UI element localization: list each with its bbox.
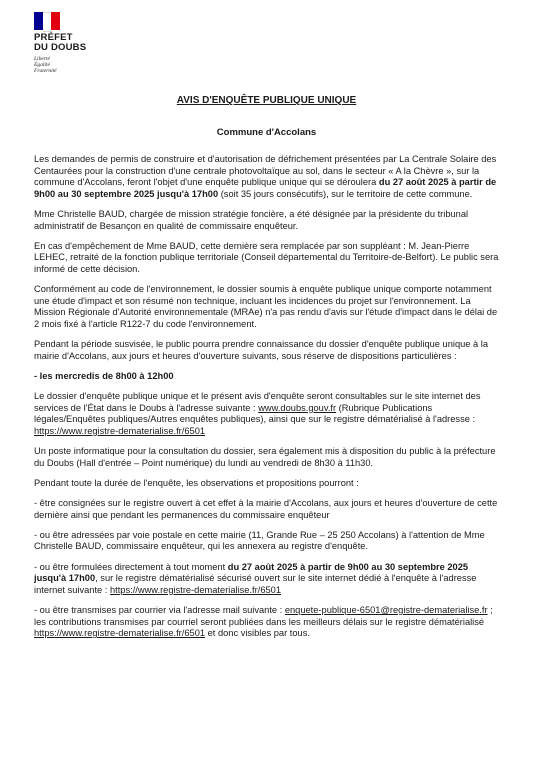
prefet-logo <box>34 12 94 74</box>
logo-line1: PRÉFET <box>34 32 73 43</box>
list-item: - ou être adressées par voie postale en cette mairie (11, Grande Rue – 25 250 Accolans) à l'attention de Mme Christelle BAUD, commissaire enquêteur, qui les annexera au registre d'enquête. <box>34 529 485 552</box>
list-item: - ou être formulées directement à tout moment du 27 août 2025 à partir de 9h00 au 30 septembre 2025 jusqu'à 17h00, sur le registre dématérialisé sécurisé ouvert sur le site internet dédié à l'enquête à l'adresse internet suivante : https://www.registre-dematerialise.fr/6501 <box>34 561 477 595</box>
paragraph-online: Le dossier d'enquête publique unique et le présent avis d'enquête seront consultables sur le site internet des services de l'État dans le Doubs à l'adresse suivante : www.doubs.gouv.fr (Rubrique Publications légales/Enquêtes publiques/Autres enquêtes publiques), ainsi que sur le registre dématérialisé à l'adresse : https://www.registre-dematerialise.fr/6501 <box>34 391 481 436</box>
paragraph-consultation: Pendant la période susvisée, le public pourra prendre connaissance du dossier d'enquête publique unique à la mairie d'Accolans, aux jours et heures d'ouverture suivants, sous réserve de dispositions particulières : <box>34 339 489 361</box>
link-email[interactable]: enquete-publique-6501@registre-dematerialise.fr <box>284 604 488 615</box>
logo-line2: DU DOUBS <box>34 42 87 53</box>
paragraph-computer: Un poste informatique pour la consultation du dossier, sera également mis à disposition du public à la préfecture du Doubs (Hall d'entrée – Point numérique) du lundi au vendredi de 8h30 à 11h30. <box>34 446 496 468</box>
marianne-flag-icon <box>34 12 60 30</box>
logo-motto: Liberté Égalité Fraternité <box>34 56 57 74</box>
page-title: AVIS D'ENQUÊTE PUBLIQUE UNIQUE <box>176 95 357 106</box>
paragraph-commissioner: Mme Christelle BAUD, chargée de mission stratégie foncière, a été désignée par la présidente du tribunal administratif de Besançon en qualité de commissaire enquêteur. <box>34 208 469 231</box>
paragraph-intro: Les demandes de permis de construire et d'autorisation de défrichement présentées par La Centrale Solaire des Centaurées pour la construction d'une centrale photovoltaïque au sol, dans le secteur « A la Chèvre », sur la commune d'Accolans, feront l'objet d'une enquête publique unique qui se déroulera du 27 août 2025 à partir de 9h00 au 30 septembre 2025 jusqu'à 17h00 (soit 35 jours consécutifs), sur le territoire de cette commune. <box>34 154 497 199</box>
link-doubs-gouv[interactable]: www.doubs.gouv.fr <box>258 402 337 413</box>
paragraph-observations: Pendant toute la durée de l'enquête, les observations et propositions pourront : <box>34 477 359 488</box>
notice-body <box>34 154 502 648</box>
paragraph-environment: Conformément au code de l'environnement, le dossier soumis à enquête publique unique comporte notamment une étude d'impact et son résumé non technique, incluant les incidences du projet sur l'environnement. La Mission Régionale d'Autorité environnementale (MRAe) n'a pas rendu d'avis sur l'étude d'impact dans le délai de 2 mois fixé à l'article R122-7 du code l'environnement. <box>34 284 498 329</box>
paragraph-substitute: En cas d'empêchement de Mme BAUD, cette dernière sera remplacée par son suppléant : M. Jean-Pierre LEHEC, retraité de la fonction publique territoriale (Conseil départemental du Territoire-de-Belfort). Le public sera informé de cette décision. <box>34 240 499 274</box>
page-subtitle: Commune d'Accolans <box>216 127 317 138</box>
schedule: - les mercredis de 8h00 à 12h00 <box>34 370 174 381</box>
list-item: - être consignées sur le registre ouvert à cet effet à la mairie d'Accolans, aux jours et heures d'ouverture de cette dernière ainsi que pendant les permanences du commissaire enquêteur <box>34 498 498 520</box>
link-registre[interactable]: https://www.registre-dematerialise.fr/6501 <box>34 425 206 436</box>
list-item: - ou être transmises par courrier via l'adresse mail suivante : enquete-publique-6501@registre-dematerialise.fr ; les contributions transmises par courriel seront publiées dans les meilleurs délais sur le registre dématérialisé https://www.registre-dematerialise.fr/6501 et donc visibles par tous. <box>34 604 493 639</box>
observations-list <box>34 498 502 640</box>
link-registre[interactable]: https://www.registre-dematerialise.fr/6501 <box>109 584 281 595</box>
link-registre[interactable]: https://www.registre-dematerialise.fr/6501 <box>34 628 206 639</box>
